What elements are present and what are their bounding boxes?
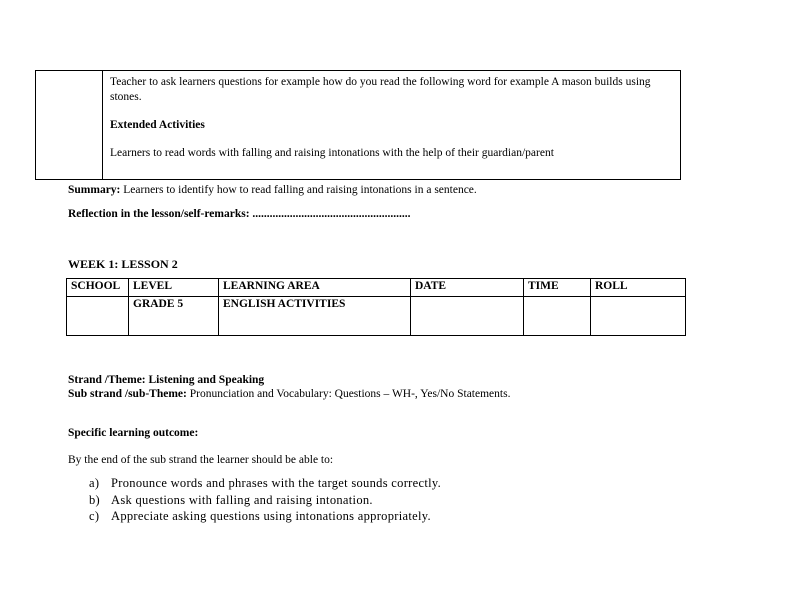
header-time: TIME — [524, 279, 591, 297]
summary-label: Summary: — [68, 184, 121, 196]
reflection-label: Reflection in the lesson/self-remarks: — [68, 208, 250, 220]
outcome-marker-b: b) — [89, 492, 101, 507]
cell-time — [524, 297, 591, 336]
cell-roll — [591, 297, 686, 336]
outcome-intro: By the end of the sub strand the learner should be able to: — [68, 454, 334, 466]
activity-table-content-cell — [103, 71, 681, 180]
activity-table — [35, 70, 681, 180]
strand-value: Listening and Speaking — [148, 374, 265, 386]
outcome-marker-c: c) — [89, 509, 100, 523]
summary-line — [68, 183, 477, 198]
sub-strand-line — [68, 388, 510, 402]
activity-paragraph: Teacher to ask learners questions for example how do you read the following word for example A mason builds using stones. — [110, 76, 651, 103]
extended-activities-heading: Extended Activities — [110, 119, 205, 131]
sub-strand-label: Sub strand /sub-Theme: — [68, 387, 187, 400]
header-roll: ROLL — [591, 279, 686, 297]
cell-learning-area: ENGLISH ACTIVITIES — [219, 297, 411, 336]
cell-level: GRADE 5 — [129, 297, 219, 336]
strand-line — [68, 374, 510, 388]
outcome-item-b — [89, 492, 441, 509]
header-learning-area: LEARNING AREA — [219, 279, 411, 297]
outcome-item-a — [89, 475, 441, 492]
extended-activities-paragraph: Learners to read words with falling and raising intonations with the help of their guardian/parent — [110, 147, 554, 159]
reflection-dots: ....................................................... — [252, 208, 411, 220]
outcome-text-c: Appreciate asking questions using intonations appropriately. — [111, 509, 431, 523]
outcomes-list — [89, 475, 441, 525]
lesson-info-table — [66, 278, 686, 336]
sub-strand-value: Pronunciation and Vocabulary: Questions – WH-, Yes/No Statements. — [189, 387, 511, 400]
header-school: SCHOOL — [67, 279, 129, 297]
summary-text: Learners to identify how to read falling and raising intonations in a sentence. — [123, 184, 477, 196]
outcome-text-b: Ask questions with falling and raising intonation. — [111, 492, 373, 507]
strand-label: Strand /Theme: — [68, 374, 146, 386]
info-table-header-row — [67, 279, 686, 297]
outcome-marker-a: a) — [89, 476, 100, 490]
outcome-text-a: Pronounce words and phrases with the target sounds correctly. — [111, 476, 442, 490]
activity-table-left-cell — [36, 71, 103, 180]
cell-school — [67, 297, 129, 336]
strand-block — [68, 374, 510, 401]
lesson-heading: WEEK 1: LESSON 2 — [68, 257, 178, 271]
header-level: LEVEL — [129, 279, 219, 297]
activity-table-row — [36, 71, 681, 180]
info-table-data-row — [67, 297, 686, 336]
outcome-item-c — [89, 508, 441, 525]
cell-date — [411, 297, 524, 336]
outcome-heading: Specific learning outcome: — [68, 427, 199, 439]
reflection-line — [68, 207, 411, 222]
header-date: DATE — [411, 279, 524, 297]
